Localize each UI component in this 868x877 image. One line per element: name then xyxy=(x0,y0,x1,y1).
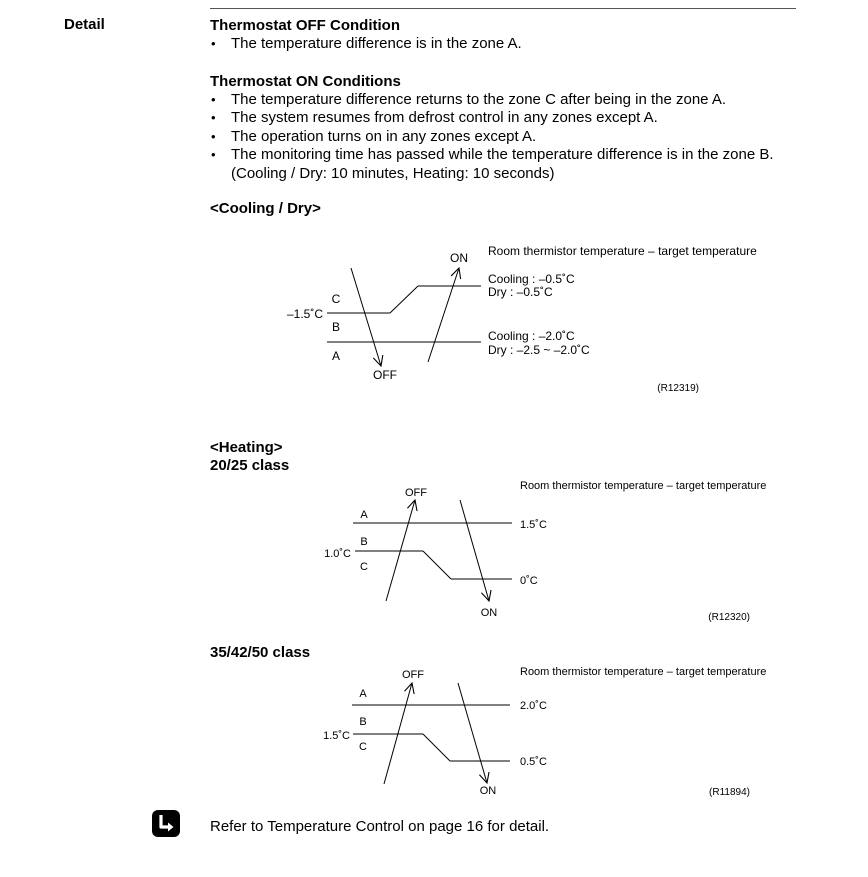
heating2-ref: (R11894) xyxy=(709,787,750,798)
cooling-zone-b: B xyxy=(331,320,341,334)
cooling-heading: <Cooling / Dry> xyxy=(210,200,321,217)
cooling-off-arrow xyxy=(351,268,381,366)
heating1-zone-a: A xyxy=(360,509,368,521)
heating2-axis-title: Room thermistor temperature – target temperature xyxy=(520,666,767,678)
off-heading: Thermostat OFF Condition xyxy=(210,17,400,34)
heating-diagram-2 xyxy=(352,683,510,784)
heating-class-35-50: 35/42/50 class xyxy=(210,644,311,661)
heating-class-20-25: 20/25 class xyxy=(210,457,290,474)
heating1-on-arrow xyxy=(460,500,489,601)
cooling-axis-title: Room thermistor temperature – target temperature xyxy=(488,244,757,258)
heating2-zone-b: B xyxy=(359,716,367,728)
heating2-zone-a: A xyxy=(359,688,367,700)
heating1-upper-value: 1.5˚C xyxy=(520,519,547,531)
on-item: • The system resumes from defrost control in any zones except A. xyxy=(210,109,810,128)
cooling-mid-value: –1.5˚C xyxy=(286,307,323,321)
heating1-ref: (R12320) xyxy=(708,612,750,623)
reference-note: Refer to Temperature Control on page 16 for detail. xyxy=(210,818,550,835)
heating2-slope xyxy=(423,734,450,761)
heating1-lower-value: 0˚C xyxy=(520,575,538,587)
on-item: • The operation turns on in any zones except A. xyxy=(210,128,810,147)
heating1-axis-title: Room thermistor temperature – target temperature xyxy=(520,480,767,492)
heating2-on-arrow xyxy=(458,683,487,783)
on-heading: Thermostat ON Conditions xyxy=(210,72,401,90)
cooling-off-label: OFF xyxy=(373,368,397,382)
heating1-zone-b: B xyxy=(360,536,368,548)
heating1-on-label: ON xyxy=(480,607,498,619)
cooling-zone-c: C xyxy=(331,292,341,306)
cooling-upper-l2: Dry : –0.5˚C xyxy=(488,285,553,299)
heating2-on-label: ON xyxy=(479,785,497,797)
heating2-off-label: OFF xyxy=(402,669,424,681)
heating1-slope xyxy=(423,551,451,579)
on-item-sub: (Cooling / Dry: 10 minutes, Heating: 10 seconds) xyxy=(231,164,555,182)
heating2-mid-value: 1.5˚C xyxy=(323,730,350,742)
heating1-zone-c: C xyxy=(360,561,368,573)
heating2-zone-c: C xyxy=(359,741,367,753)
heating-heading: <Heating> xyxy=(210,439,283,456)
cooling-zone-a: A xyxy=(331,349,341,363)
cooling-slope xyxy=(390,286,418,313)
heating1-mid-value: 1.0˚C xyxy=(324,548,351,560)
side-label: Detail xyxy=(64,16,105,33)
heating-diagram-1 xyxy=(353,500,512,601)
cooling-upper-l1: Cooling : –0.5˚C xyxy=(488,272,575,286)
cooling-diagram xyxy=(327,268,481,366)
heating2-upper-value: 2.0˚C xyxy=(520,700,547,712)
heating1-off-label: OFF xyxy=(405,487,427,499)
cooling-lower-l2: Dry : –2.5 ~ –2.0˚C xyxy=(488,343,590,357)
cooling-ref: (R12319) xyxy=(657,383,699,394)
cooling-on-label: ON xyxy=(450,251,468,265)
cooling-lower-l1: Cooling : –2.0˚C xyxy=(488,329,575,343)
cooling-on-arrow xyxy=(428,268,459,362)
on-item: • The monitoring time has passed while the temperature difference is in the zone B. xyxy=(210,146,810,165)
on-item: • The temperature difference returns to the zone C after being in the zone A. xyxy=(210,91,810,110)
heating2-lower-value: 0.5˚C xyxy=(520,756,547,768)
reference-arrow-icon xyxy=(152,810,180,837)
off-item: • The temperature difference is in the zone A. xyxy=(210,35,810,54)
